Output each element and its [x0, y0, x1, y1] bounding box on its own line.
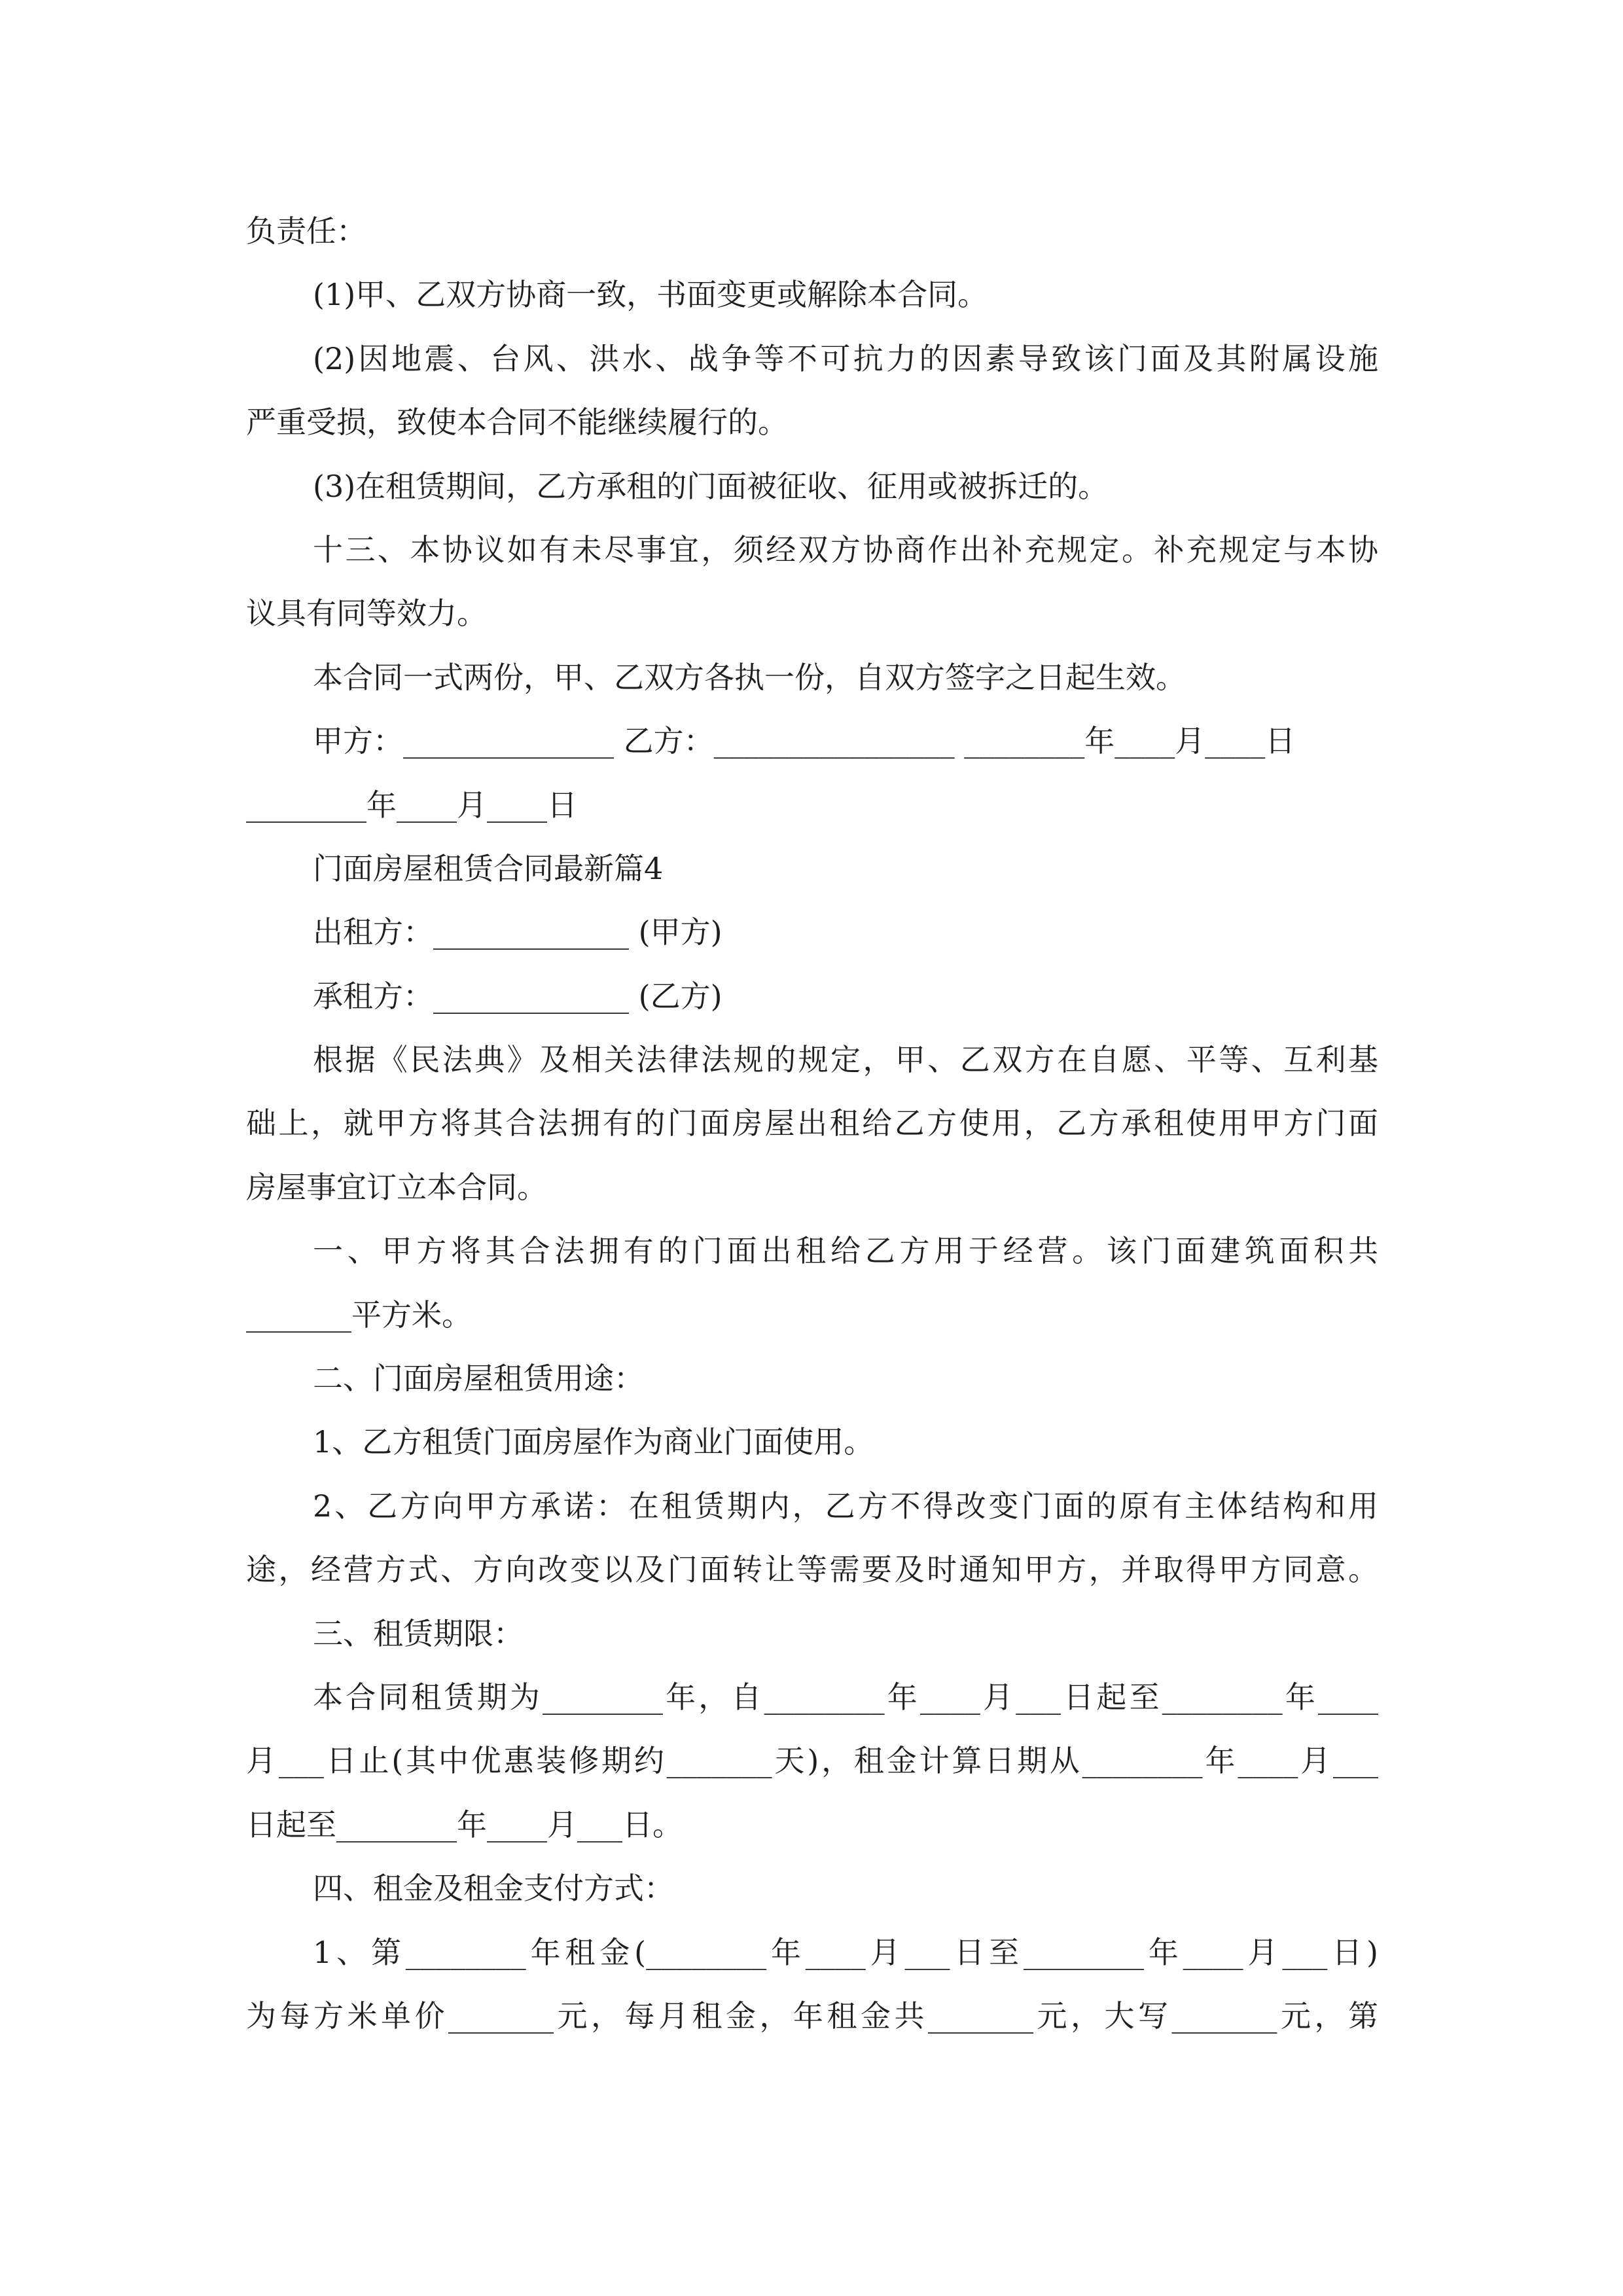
text-line: 一、甲方将其合法拥有的门面出租给乙方用于经营。该门面建筑面积共: [313, 1233, 1378, 1269]
text-line: 本合同一式两份，甲、乙双方各执一份，自双方签字之日起生效。: [313, 659, 1186, 695]
text-line: 1、第________年租金(________年____月___日至________年____月___日): [313, 1934, 1378, 1970]
text-line: 出租方：_____________ (甲方): [313, 914, 722, 950]
text-line: (1)甲、乙双方协商一致，书面变更或解除本合同。: [313, 277, 988, 313]
text-line: 础上，就甲方将其合法拥有的门面房屋出租给乙方使用，乙方承租使用甲方门面: [246, 1105, 1378, 1141]
text-line: 承租方：_____________ (乙方): [313, 978, 722, 1014]
text-line: 门面房屋租赁合同最新篇4: [313, 850, 664, 886]
text-line: 为每方米单价_______元，每月租金，年租金共_______元，大写_______元，第: [246, 1998, 1378, 2034]
text-line: ________年____月____日: [246, 787, 577, 823]
text-line: (2)因地震、台风、洪水、战争等不可抗力的因素导致该门面及其附属设施: [313, 340, 1378, 376]
text-line: 房屋事宜订立本合同。: [246, 1169, 547, 1205]
text-line: 本合同租赁期为________年，自________年____月___日起至________年____: [313, 1679, 1378, 1715]
text-line: 负责任：: [246, 213, 366, 249]
text-line: 根据《民法典》及相关法律法规的规定，甲、乙双方在自愿、平等、互利基: [313, 1042, 1378, 1078]
text-line: 议具有同等效力。: [246, 596, 487, 632]
document-body: [246, 200, 1378, 2048]
text-line: 途，经营方式、方向改变以及门面转让等需要及时通知甲方，并取得甲方同意。: [246, 1552, 1378, 1588]
text-line: 十三、本协议如有未尽事宜，须经双方协商作出补充规定。补充规定与本协: [313, 531, 1378, 567]
text-line: 三、租赁期限：: [313, 1615, 524, 1651]
text-line: 1、乙方租赁门面房屋作为商业门面使用。: [313, 1424, 874, 1460]
text-line: 严重受损，致使本合同不能继续履行的。: [246, 404, 788, 440]
text-line: 甲方：______________ 乙方：________________ ________年____月____日: [313, 723, 1296, 759]
text-line: 日起至________年____月___日。: [246, 1806, 683, 1842]
text-line: (3)在租赁期间，乙方承租的门面被征收、征用或被拆迁的。: [313, 468, 1109, 504]
text-line: _______平方米。: [246, 1297, 472, 1333]
text-line: 2、乙方向甲方承诺：在租赁期内，乙方不得改变门面的原有主体结构和用: [313, 1488, 1378, 1524]
text-line: 二、门面房屋租赁用途：: [313, 1361, 644, 1397]
text-line: 月___日止(其中优惠装修期约_______天)，租金计算日期从________年____月___: [246, 1743, 1378, 1779]
text-line: 四、租金及租金支付方式：: [313, 1871, 674, 1907]
